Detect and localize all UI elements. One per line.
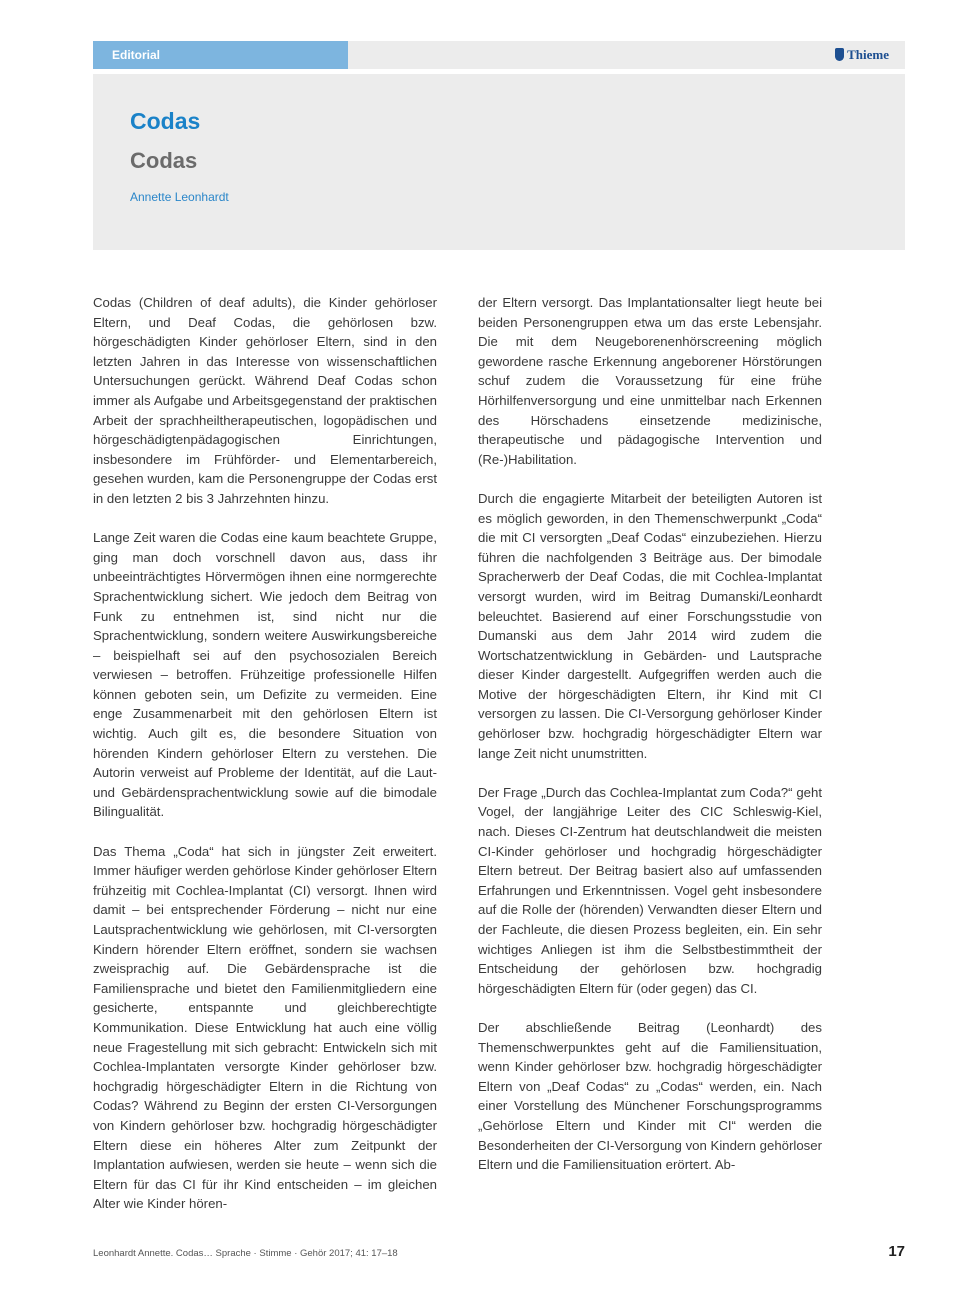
- paragraph: Der Frage „Durch das Cochlea-Implantat zum Coda?“ geht Vogel, der langjährige Leiter des CIC Schleswig-Kiel, nach. Dieses CI-Zentrum hat deutschlandweit die meisten CI-Kinder gehörloser und hochgradig hörgeschädigter Eltern betreut. Der Beitrag basiert also auf umfassenden Erfahrungen und Erkenntnissen. Vogel geht insbesondere auf die Rolle der (hörenden) Verwandten dieser Eltern und der Fachleute, die diesen Prozess begleiten, ein. Ein sehr wichtiges Anliegen ist ihm die Selbstbestimmtheit der Entscheidung der gehörlosen bzw. hochgradig hörgeschädigten Eltern für (oder gegen) das CI.: [478, 784, 822, 996]
- paragraph: Der abschließende Beitrag (Leonhardt) des Themenschwerpunktes geht auf die Familiensituation, wenn Kinder gehörloser bzw. hochgradig hörgeschädigter Eltern von „Deaf Codas“ zu „Codas“ werden, ein. Nach einer Vorstellung des Münchener Forschungsprogramms „Gehörlose Eltern und Kinder mit CI“ werden die Besonderheiten der CI-Versorgung von Kindern gehörloser Eltern und die Familiensituation erörtert. Ab-: [478, 1019, 822, 1173]
- article-header: [93, 74, 905, 250]
- article-subtitle: Codas: [130, 148, 198, 173]
- article-author: Annette Leonhardt: [130, 190, 229, 204]
- publisher-name: Thieme: [847, 47, 889, 62]
- paragraph: Durch die engagierte Mitarbeit der beteiligten Autoren ist es möglich geworden, in den Themenschwerpunkt „Coda“ die mit CI versorgten „Deaf Codas“ einzubeziehen. Hierzu führen die nachfolgenden 3 Beiträge aus. Der bimodale Spracherwerb der Deaf Codas, die mit Cochlea-Implantat versorgt wurden, wird im Beitrag Dumanski/Leonhardt beleuchtet. Basierend auf einer Forschungsstudie von Dumanski aus dem Jahr 2014 wird zudem die Wortschatzentwicklung in Gebärden- und Lautsprache dieser Kinder dargestellt. Aufgegriffen werden auch die Motive der hörgeschädigten Eltern, ihr Kind mit CI versorgen zu lassen. Die CI-Versorgung gehörloser Kinder gehörloser bzw. hochgradig hörgeschädigter Eltern war lange Zeit nicht unumstritten.: [478, 490, 822, 761]
- paragraph: Codas (Children of deaf adults), die Kinder gehörloser Eltern, und Deaf Codas, die gehörlosen bzw. hörgeschädigten Kinder gehörloser Eltern, sind in den letzten Jahren in das Interesse von wissenschaftlichen Untersuchungen gerückt. Während Deaf Codas schon immer als Aufgabe und Arbeitsgegenstand der praktischen Arbeit der sprachheiltherapeutischen, logopädischen und hörgeschädigtenpädagogischen Einrichtungen, insbesondere im Frühförder- und Elementarbereich, gesehen wurden, kam die Personengruppe der Codas erst in den letzten 2 bis 3 Jahrzehnten hinzu.: [93, 295, 437, 506]
- body-column-right: [478, 293, 822, 1175]
- page-number: 17: [888, 1243, 905, 1260]
- thieme-logo-icon: [835, 48, 844, 61]
- paragraph: Lange Zeit waren die Codas eine kaum beachtete Gruppe, ging man doch vorschnell davon aus, dass ihr unbeeinträchtigtes Hörvermögen ihnen eine normgerechte Sprachentwicklung sichert. Wie jedoch dem Beitrag von Funk zu entnehmen ist, sind nicht nur die Sprachentwicklung, sondern weitere Auswirkungsbereiche – beispielhaft sei auf den psychosozialen Bereich verwiesen – betroffen. Frühzeitige professionelle Hilfen können geboten sein, um Defizite zu vermeiden. Eine enge Zusammenarbeit mit den gehörlosen Eltern ist wichtig. Auch gilt es, die besondere Situation von hörenden Kindern gehörloser Eltern zu verstehen. Die Autorin verweist auf Probleme der Identität, auf die Laut- und Gebärdensprachentwicklung sowie auf die bimodale Bilingualität.: [93, 530, 437, 820]
- paragraph: Das Thema „Coda“ hat sich in jüngster Zeit erweitert. Immer häufiger werden gehörlose Kinder gehörloser Eltern frühzeitig mit Cochlea-Implantat (CI) versorgt. Ihnen wird damit – bei entsprechender Förderung – nicht nur eine Lautsprachentwicklung wie gehörlosen, mit CI-versorgten Kindern hörender Eltern eröffnet, sondern sie wachsen zweisprachig auf. Die Gebärdensprache ist die Familiensprache und bietet den Familienmitgliedern eine gesicherte, entspannte und gleichberechtigte Kommunikation. Diese Entwicklung hat auch eine völlig neue Fragestellung mit sich gebracht: Entwickeln sich mit Cochlea-Implantaten versorgte Kinder gehörloser bzw. hochgradig hörgeschädigter Eltern in die Richtung von Codas? Während zu Beginn der ersten CI-Versorgungen von Kindern gehörloser bzw. hochgradig hörgeschädigter Eltern diese ein höheres Alter zum Zeitpunkt der Implantation aufwiesen, werden sie heute – wenn sich die Eltern für das CI für ihr Kind entscheiden – im gleichen Alter wie Kinder hören-: [93, 843, 437, 1212]
- article-title: Codas: [130, 108, 201, 134]
- section-label: Editorial: [93, 41, 348, 69]
- body-column-left: [93, 293, 437, 1214]
- top-bar: [93, 41, 905, 69]
- footer-citation: Leonhardt Annette. Codas… Sprache · Stimme · Gehör 2017; 41: 17–18: [93, 1248, 398, 1259]
- publisher-logo: [835, 41, 889, 69]
- paragraph: der Eltern versorgt. Das Implantationsalter liegt heute bei beiden Personengruppen etwa um das erste Lebensjahr. Die mit dem Neugeborenenhörscreening möglich gewordene rasche Erkennung angeborener Hörstörungen schuf zudem die Voraussetzung für eine frühe Hörhilfenversorgung und eine unmittelbar nach Erkennen des Hörschadens einsetzende medizinische, therapeutische und pädagogische Intervention und (Re-)Habilitation.: [478, 295, 822, 467]
